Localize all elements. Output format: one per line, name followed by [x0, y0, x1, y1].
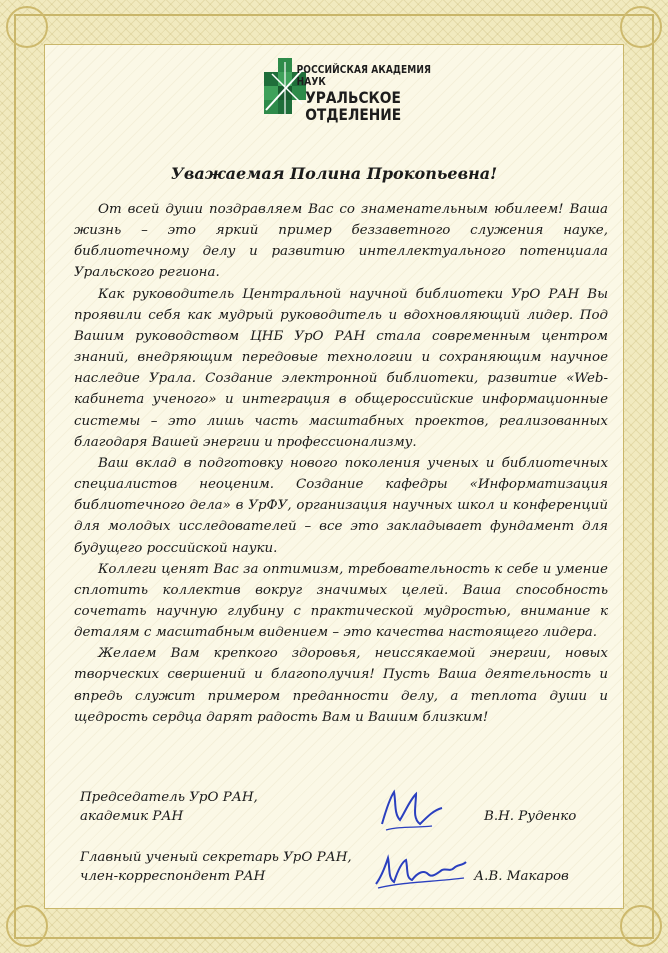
signatory-title-line: Председатель УрО РАН,: [80, 790, 258, 805]
corner-ornament: [6, 905, 48, 947]
logo-wordmark: [288, 64, 439, 123]
logo-branch-line2: ОТДЕЛЕНИЕ: [305, 105, 402, 124]
letter-body: [74, 199, 608, 728]
signatory-1-position: [80, 788, 258, 826]
signatory-name: А.В. Макаров: [474, 869, 569, 884]
corner-ornament: [620, 6, 662, 48]
paragraph: Коллеги ценят Вас за оптимизм, требовательность к себе и умение сплотить коллектив вокруг значимых целей. Ваша способность сочетать научную глубину с практической мудростью, внимание к деталям с масштабным видением – это качества настоящего лидера.: [74, 561, 608, 641]
logo-branch-line1: УРАЛЬСКОЕ: [305, 88, 401, 107]
corner-ornament: [6, 6, 48, 48]
logo-academy-name: РОССИЙСКАЯ АКАДЕМИЯ НАУК: [296, 64, 432, 88]
paragraph: От всей души поздравляем Вас со знаменательным юбилеем! Ваша жизнь – это яркий пример беззаветного служения науке, библиотечному делу и развитию интеллектуального потенциала Уральского региона.: [74, 202, 608, 281]
handwritten-signature-rudenko: [376, 786, 456, 838]
signatory-name: В.Н. Руденко: [484, 809, 577, 824]
paragraph: Ваш вклад в подготовку нового поколения ученых и библиотечных специалистов неоценим. Создание кафедры «Информатизация библиотечного дела» в УрФУ, организация научных школ и конференций для молодых исследователей – все это закладывает фундамент для будущего российской науки.: [74, 455, 608, 556]
paragraph: Желаем Вам крепкого здоровья, неиссякаемой энергии, новых творческих свершений и благополучия! Пусть Ваша деятельность и впредь служит примером преданности делу, а теплота души и щедрость сердца дарят радость Вам и Вашим близким!: [74, 646, 608, 725]
salutation-heading: Уважаемая Полина Прокопьевна!: [170, 164, 498, 183]
signatory-title-line: академик РАН: [80, 809, 184, 824]
signatory-2-position: [80, 848, 352, 886]
signatory-title-line: Главный ученый секретарь УрО РАН,: [80, 850, 352, 865]
handwritten-signature-makarov: [372, 848, 472, 894]
signatory-title-line: член-корреспондент РАН: [80, 869, 266, 884]
paragraph: Как руководитель Центральной научной библиотеки УрО РАН Вы проявили себя как мудрый руководитель и вдохновляющий лидер. Под Вашим руководством ЦНБ УрО РАН стала современным центром знаний, внедряющим передовые технологии и сохраняющим научное наследие Урала. Создание электронной библиотеки, развитие «Web-кабинета ученого» и интеграция в общероссийские информационные системы – это лишь часть масштабных проектов, реализованных благодаря Вашей энергии и профессионализму.: [74, 286, 608, 450]
corner-ornament: [620, 905, 662, 947]
ras-ural-branch-logo: [258, 58, 458, 126]
